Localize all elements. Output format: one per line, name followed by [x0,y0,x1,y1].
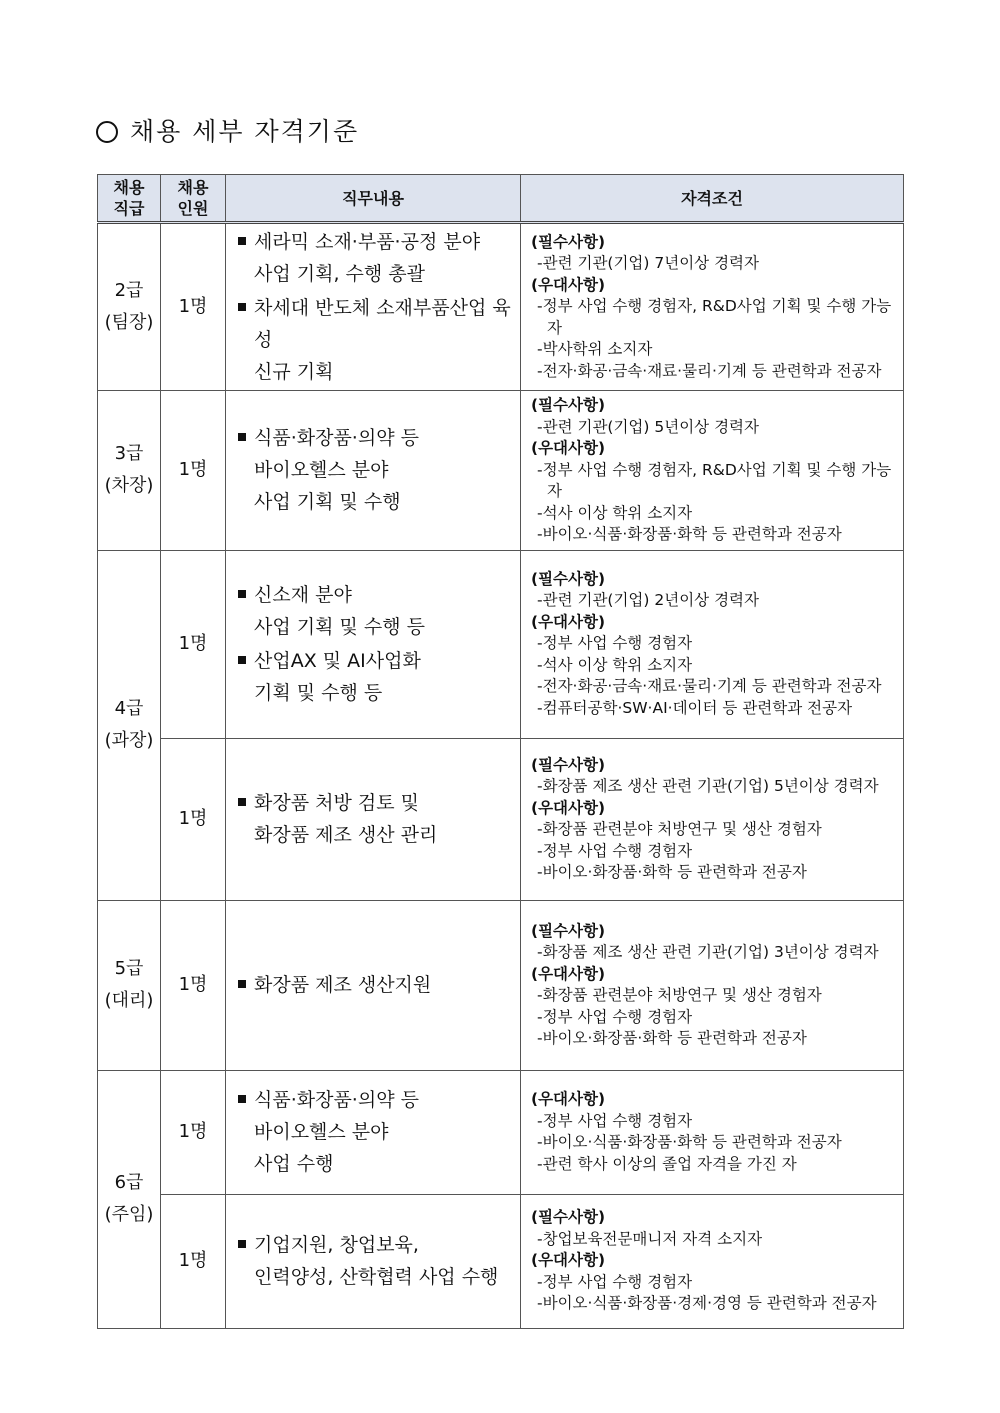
duty-cell [226,391,521,551]
square-bullet-icon [238,656,246,664]
header-qualification: 자격조건 [521,175,904,223]
duty-item [238,579,520,643]
table-row [98,1194,904,1328]
table-row [98,738,904,900]
qualification-heading: (우대사항) [531,1090,606,1108]
duty-cell [226,223,521,391]
qualification-line: -관련 기관(기업) 5년이상 경력자 [537,417,760,436]
qualification-heading: (필수사항) [531,569,606,588]
square-bullet-icon [238,237,246,245]
grade-text: 4급 [114,698,144,719]
duty-text: 신소재 분야 [254,584,352,606]
qualification-line: -전자·화공·금속·재료·물리·기계 등 관련학과 전공자 [537,677,882,696]
qualification-cell [521,738,904,900]
duty-text: 사업 수행 [254,1153,334,1175]
table-row [98,900,904,1070]
qualification-heading: (우대사항) [531,439,606,457]
duty-item [238,226,520,290]
duty-text: 식품·화장품·의약 등 [254,427,419,450]
grade-cell [98,900,161,1070]
qualification-line: -석사 이상 학위 소지자 [537,655,693,674]
duty-item [238,787,520,851]
qualification-line: -관련 기관(기업) 7년이상 경력자 [537,254,760,273]
grade-text: (과장) [104,730,154,751]
qualification-cell [521,391,904,551]
duty-item [238,645,520,709]
qualification-line: -관련 기관(기업) 2년이상 경력자 [537,591,760,610]
count-cell: 1명 [161,1070,226,1194]
duty-text: 인력양성, 산학협력 사업 수행 [254,1266,499,1288]
square-bullet-icon [238,590,246,598]
duty-item [238,969,520,1001]
qualification-line: -바이오·화장품·화학 등 관련학과 전공자 [537,1029,807,1047]
qualification-heading: (필수사항) [531,921,606,940]
qualification-heading: (필수사항) [531,755,606,774]
square-bullet-icon [238,798,246,806]
table-row [98,550,904,738]
qualification-heading: (우대사항) [531,798,606,817]
qualification-heading: (우대사항) [531,612,606,631]
count-cell: 1명 [161,223,226,391]
qualification-cell [521,1194,904,1328]
square-bullet-icon [238,303,246,311]
count-cell: 1명 [161,900,226,1070]
duty-cell [226,900,521,1070]
duty-text: 화장품 처방 검토 및 [254,792,419,814]
duty-text: 기획 및 수행 등 [254,682,383,704]
qualification-line: -바이오·식품·화장품·경제·경영 등 관련학과 전공자 [537,1294,877,1313]
qualification-line: -바이오·식품·화장품·화학 등 관련학과 전공자 [537,1133,842,1151]
qualification-line: -창업보육전문매니저 자격 소지자 [537,1229,763,1248]
qualification-line: -정부 사업 수행 경험자, R&D사업 기획 및 수행 가능자 [537,460,892,500]
qualification-line: -화장품 관련분야 처방연구 및 생산 경험자 [537,820,822,838]
duty-text: 화장품 제조 생산 관리 [254,824,438,846]
duty-text: 세라믹 소재·부품·공정 분야 [254,231,481,253]
duty-item [238,1229,520,1293]
grade-text: (대리) [104,990,154,1011]
grade-text: 6급 [114,1172,144,1193]
grade-text: (주임) [104,1204,154,1225]
qualification-line: -정부 사업 수행 경험자 [537,841,693,860]
duty-cell [226,1194,521,1328]
header-duty: 직무내용 [226,175,521,223]
qualification-heading: (우대사항) [531,1251,606,1270]
count-cell: 1명 [161,1194,226,1328]
grade-cell [98,1070,161,1328]
duty-text: 사업 기획, 수행 총괄 [254,263,425,285]
square-bullet-icon [238,433,246,441]
grade-text: 5급 [114,958,144,979]
qualification-heading: (우대사항) [531,275,606,294]
grade-text: 2급 [114,280,144,301]
table-header-row [98,175,904,223]
grade-text: (팀장) [104,312,154,333]
qualification-heading: (필수사항) [531,396,606,414]
duty-text: 사업 기획 및 수행 [254,491,401,514]
qualification-line: -화장품 관련분야 처방연구 및 생산 경험자 [537,986,822,1004]
qualification-line: -정부 사업 수행 경험자 [537,1007,693,1026]
page-title [96,112,359,148]
duty-text: 바이오헬스 분야 [254,459,389,482]
square-bullet-icon [238,1240,246,1248]
duty-cell [226,738,521,900]
duty-item [238,1084,520,1180]
duty-text: 산업AX 및 AI사업화 [254,650,421,672]
requirements-table [97,174,904,1329]
table-row [98,1070,904,1194]
circle-icon [96,121,118,143]
duty-text: 차세대 반도체 소재부품산업 육성 [254,297,511,351]
grade-text: (차장) [104,475,154,497]
qualification-line: -바이오·화장품·화학 등 관련학과 전공자 [537,863,807,881]
qualification-cell [521,1070,904,1194]
duty-text: 바이오헬스 분야 [254,1121,389,1143]
qualification-line: -박사학위 소지자 [537,340,653,359]
qualification-line: -전자·화공·금속·재료·물리·기계 등 관련학과 전공자 [537,361,882,380]
qualification-line: -석사 이상 학위 소지자 [537,503,693,522]
qualification-line: -바이오·식품·화장품·화학 등 관련학과 전공자 [537,525,842,543]
grade-cell [98,550,161,900]
duty-text: 사업 기획 및 수행 등 [254,616,425,638]
duty-cell [226,1070,521,1194]
duty-text: 기업지원, 창업보육, [254,1234,419,1256]
qualification-cell [521,550,904,738]
table-row [98,391,904,551]
qualification-heading: (필수사항) [531,1208,606,1227]
qualification-line: -정부 사업 수행 경험자 [537,634,693,653]
duty-text: 신규 기획 [254,361,334,383]
header-grade: 채용 직급 [98,175,161,223]
qualification-line: -정부 사업 수행 경험자 [537,1111,693,1130]
duty-text: 화장품 제조 생산지원 [254,974,432,996]
duty-cell [226,550,521,738]
duty-item [238,422,520,518]
qualification-line: -화장품 제조 생산 관련 기관(기업) 3년이상 경력자 [537,943,879,961]
grade-cell [98,391,161,551]
square-bullet-icon [238,980,246,988]
square-bullet-icon [238,1095,246,1103]
qualification-heading: (우대사항) [531,964,606,983]
qualification-heading: (필수사항) [531,232,606,251]
table-row [98,223,904,391]
qualification-line: -정부 사업 수행 경험자 [537,1272,693,1291]
header-count: 채용 인원 [161,175,226,223]
qualification-cell [521,223,904,391]
count-cell: 1명 [161,391,226,551]
duty-text: 식품·화장품·의약 등 [254,1089,419,1111]
page-title-text: 채용 세부 자격기준 [130,117,360,146]
qualification-line: -정부 사업 수행 경험자, R&D사업 기획 및 수행 가능자 [537,297,892,337]
duty-item [238,292,520,388]
qualification-line: -화장품 제조 생산 관련 기관(기업) 5년이상 경력자 [537,777,879,795]
grade-text: 3급 [114,443,144,465]
grade-cell [98,223,161,391]
qualification-line: -관련 학사 이상의 졸업 자격을 가진 자 [537,1154,797,1173]
qualification-line: -컴퓨터공학·SW·AI·데이터 등 관련학과 전공자 [537,698,853,717]
count-cell: 1명 [161,550,226,738]
qualification-cell [521,900,904,1070]
count-cell: 1명 [161,738,226,900]
